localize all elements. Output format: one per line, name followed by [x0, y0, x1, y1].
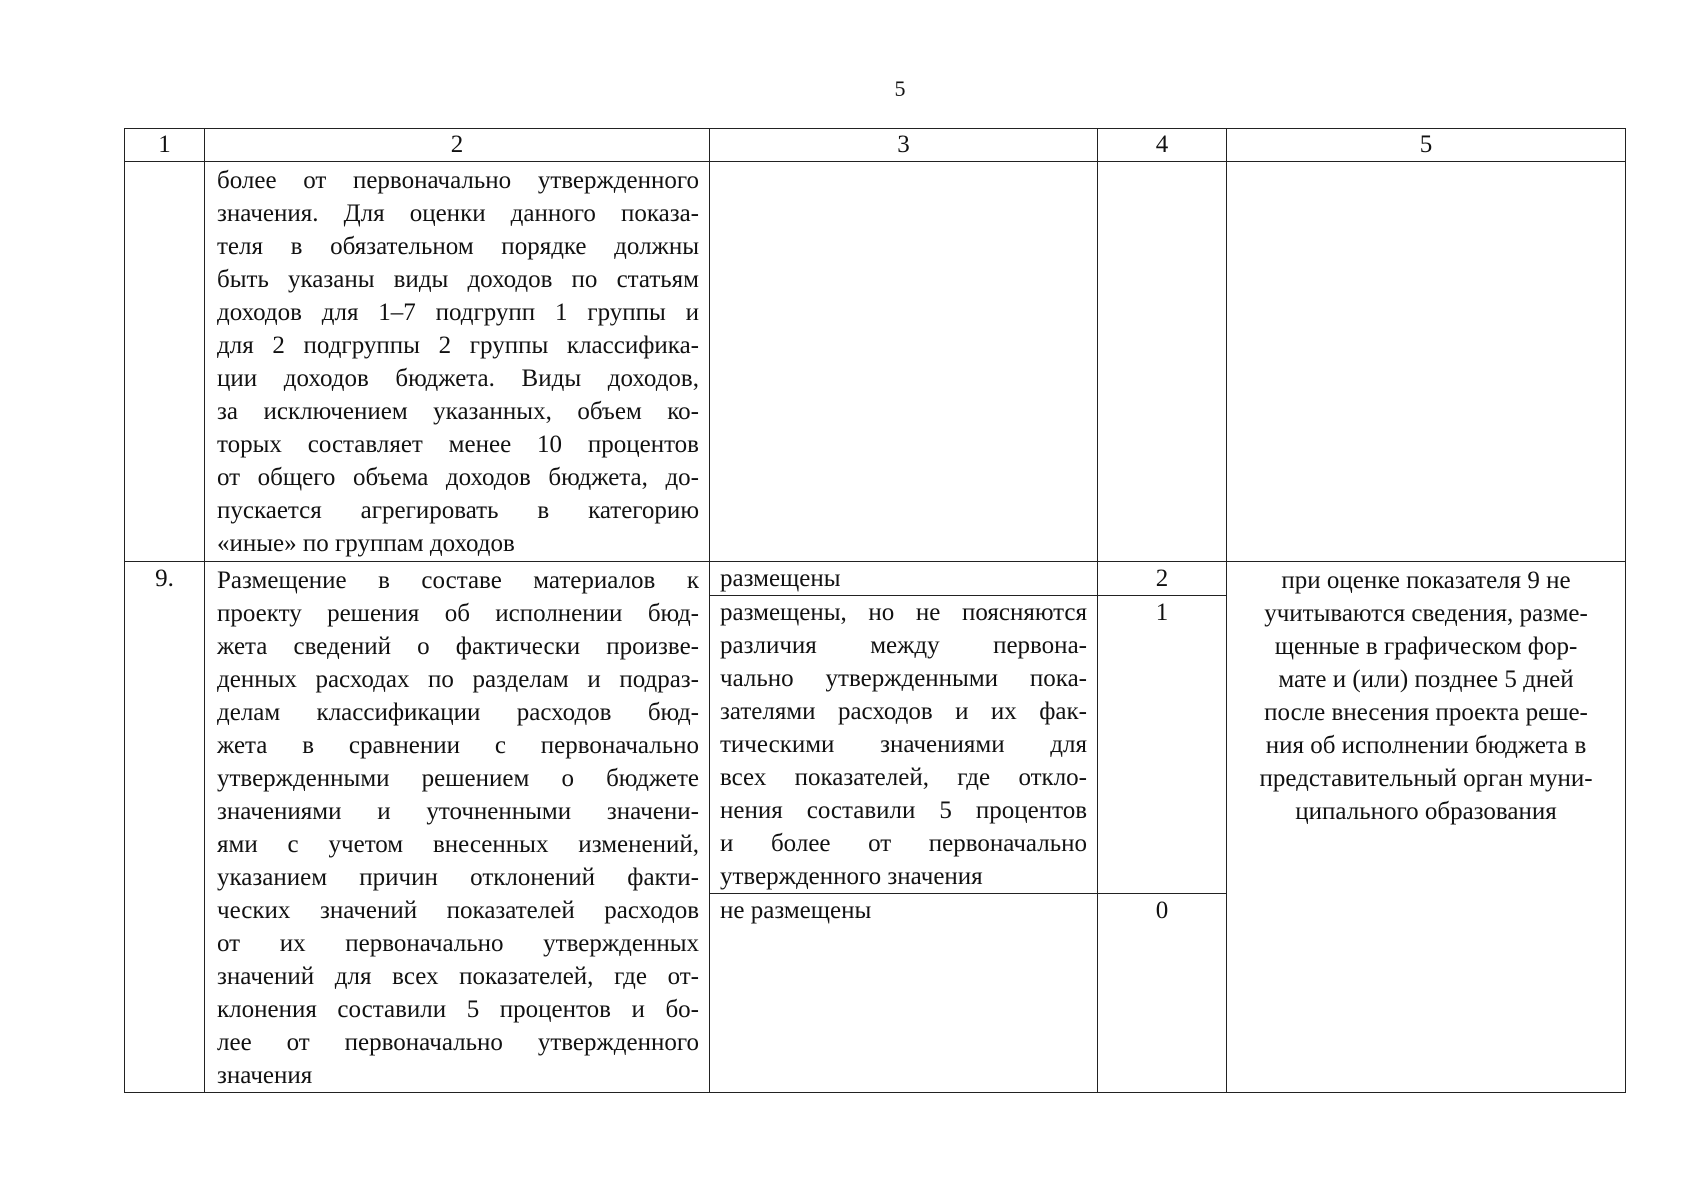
row-9-note: [1227, 562, 1626, 1093]
continuation-note-cell: [1227, 162, 1626, 562]
continuation-row: [125, 162, 1626, 562]
text-line: пускается агрегировать в категорию: [217, 497, 699, 524]
text-line: значения: [217, 1062, 313, 1089]
note-line: ния об исполнении бюджета в: [1265, 732, 1587, 759]
text-line: Размещение в составе материалов к: [217, 567, 699, 594]
column-header-4: 4: [1098, 129, 1227, 162]
text-line: от их первоначально утвержденных: [217, 930, 699, 957]
row-9-indicator-text: [205, 562, 710, 1093]
note-line: мате и (или) позднее 5 дней: [1278, 666, 1574, 693]
option-text-cell: [710, 596, 1098, 894]
text-line: «иные» по группам доходов: [217, 530, 515, 557]
option-score: 2: [1098, 562, 1227, 596]
continuation-number-cell: [125, 162, 205, 562]
text-line: денных расходах по разделам и подраз-: [217, 666, 699, 693]
text-line: значения. Для оценки данного показа-: [217, 200, 699, 227]
note-line: учитываются сведения, разме-: [1264, 600, 1588, 627]
column-header-1: 1: [125, 129, 205, 162]
text-line: ческих значений показателей расходов: [217, 897, 699, 924]
criteria-table: [124, 128, 1626, 1093]
option-line: и более от первоначально: [720, 830, 1087, 857]
option-line: тическими значениями для: [720, 731, 1087, 758]
text-line: ции доходов бюджета. Виды доходов,: [217, 365, 699, 392]
text-line: теля в обязательном порядке должны: [217, 233, 699, 260]
text-line: торых составляет менее 10 процентов: [217, 431, 699, 458]
text-line: ями с учетом внесенных изменений,: [217, 831, 699, 858]
text-line: значениями и уточненными значени-: [217, 798, 699, 825]
note-line: щенные в графическом фор-: [1274, 633, 1578, 660]
column-number-row: [125, 129, 1626, 162]
option-score: 0: [1098, 894, 1227, 1093]
text-line: указанием причин отклонений факти-: [217, 864, 699, 891]
option-label: не размещены: [720, 897, 872, 924]
text-line: клонения составили 5 процентов и бо-: [217, 996, 699, 1023]
text-line: от общего объема доходов бюджета, до-: [217, 464, 699, 491]
option-line: утвержденного значения: [720, 863, 983, 890]
text-line: утвержденными решением о бюджете: [217, 765, 699, 792]
text-line: значений для всех показателей, где от-: [217, 963, 699, 990]
text-line: доходов для 1–7 подгрупп 1 группы и: [217, 299, 699, 326]
text-line: для 2 подгруппы 2 группы классифика-: [217, 332, 699, 359]
text-line: более от первоначально утвержденного: [217, 167, 699, 194]
row-9-option-1: [125, 562, 1626, 596]
continuation-indicator-text: [205, 162, 710, 562]
text-line: жета в сравнении с первоначально: [217, 732, 699, 759]
option-text-cell: [710, 562, 1098, 596]
continuation-score-cell: [1098, 162, 1227, 562]
note-line: после внесения проекта реше-: [1264, 699, 1588, 726]
option-line: различия между первона-: [720, 632, 1087, 659]
column-header-5: 5: [1227, 129, 1626, 162]
note-line: представительный орган муни-: [1259, 765, 1593, 792]
text-line: за исключением указанных, объем ко-: [217, 398, 699, 425]
note-line: при оценке показателя 9 не: [1281, 567, 1571, 594]
column-header-3: 3: [710, 129, 1098, 162]
text-line: проекту решения об исполнении бюд-: [217, 600, 699, 627]
row-9-number: 9.: [125, 562, 205, 1093]
option-label: размещены: [720, 565, 841, 592]
option-line: чально утвержденными пока-: [720, 665, 1087, 692]
option-line: зателями расходов и их фак-: [720, 698, 1087, 725]
option-text-cell: [710, 894, 1098, 1093]
option-line: нения составили 5 процентов: [720, 797, 1087, 824]
option-score: 1: [1098, 596, 1227, 894]
page-number: 5: [894, 76, 906, 101]
text-line: жета сведений о фактически произве-: [217, 633, 699, 660]
continuation-options-cell: [710, 162, 1098, 562]
text-line: лее от первоначально утвержденного: [217, 1029, 699, 1056]
text-line: делам классификации расходов бюд-: [217, 699, 699, 726]
option-line: размещены, но не поясняются: [720, 599, 1087, 626]
option-line: всех показателей, где откло-: [720, 764, 1087, 791]
column-header-2: 2: [205, 129, 710, 162]
text-line: быть указаны виды доходов по статьям: [217, 266, 699, 293]
note-line: ципального образования: [1295, 798, 1557, 825]
